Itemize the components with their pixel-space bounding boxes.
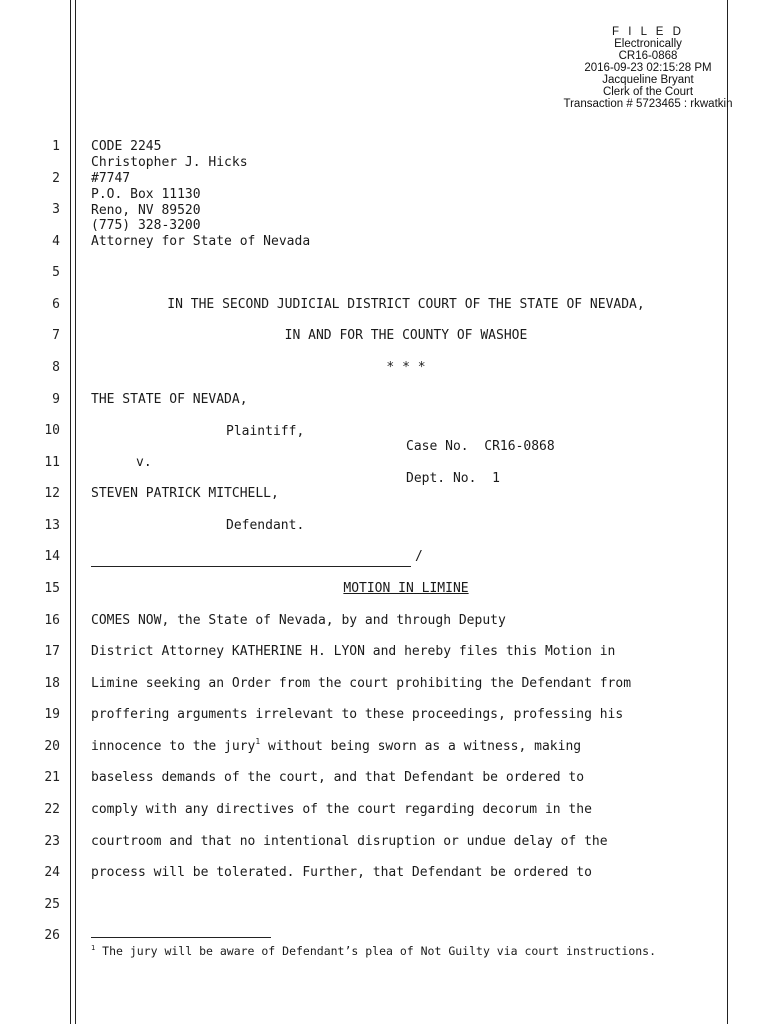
stamp-clerk-title: Clerk of the Court xyxy=(602,86,694,98)
city-line: Reno, NV 89520 xyxy=(91,203,201,218)
defendant-label: Defendant. xyxy=(226,518,305,533)
line-number: 19 xyxy=(44,707,60,722)
footnote-text: The jury will be aware of Defendant’s plea of Not Guilty via court instructions. xyxy=(95,944,657,958)
line-number: 18 xyxy=(44,676,60,691)
attorney-role: Attorney for State of Nevada xyxy=(91,234,311,249)
margin-rule-left-inner xyxy=(75,0,76,1024)
plaintiff-name: THE STATE OF NEVADA, xyxy=(91,392,248,407)
body-line-18: Limine seeking an Order from the court prohibiting the Defendant from xyxy=(91,676,632,691)
body-line-20 xyxy=(91,739,721,754)
margin-rule-left-outer xyxy=(70,0,71,1024)
line-number: 2 xyxy=(52,171,60,186)
body-line-17: District Attorney KATHERINE H. LYON and hereby files this Motion in xyxy=(91,644,616,659)
line-number: 3 xyxy=(52,202,60,217)
body-line-19: proffering arguments irrelevant to these proceedings, professing his xyxy=(91,707,624,722)
versus: v. xyxy=(136,455,152,470)
body-line-20-end: without being sworn as a witness, making xyxy=(260,739,582,754)
line-number: 5 xyxy=(52,265,60,280)
footnote xyxy=(91,944,656,958)
line-number: 13 xyxy=(44,518,60,533)
attorney-name: Christopher J. Hicks xyxy=(91,155,248,170)
line-number: 26 xyxy=(44,928,60,943)
line-number: 15 xyxy=(44,581,60,596)
defendant-name: STEVEN PATRICK MITCHELL, xyxy=(91,486,279,501)
line-number: 8 xyxy=(52,360,60,375)
line-number: 22 xyxy=(44,802,60,817)
footnote-rule xyxy=(91,937,271,938)
caption-slash: / xyxy=(415,549,423,564)
body-line-22: comply with any directives of the court regarding decorum in the xyxy=(91,802,592,817)
stamp-filed: F I L E D xyxy=(612,26,684,38)
body-line-20-start: innocence to the jury xyxy=(91,739,256,754)
court-county: IN AND FOR THE COUNTY OF WASHOE xyxy=(284,328,528,343)
line-number: 17 xyxy=(44,644,60,659)
body-line-16: COMES NOW, the State of Nevada, by and through Deputy xyxy=(91,613,506,628)
stamp-datetime: 2016-09-23 02:15:28 PM xyxy=(584,62,712,74)
line-number: 20 xyxy=(44,739,60,754)
footnote-reference: 1 xyxy=(255,737,261,746)
body-line-23: courtroom and that no intentional disruption or undue delay of the xyxy=(91,834,608,849)
po-box: P.O. Box 11130 xyxy=(91,187,201,202)
line-number: 7 xyxy=(52,328,60,343)
footnote-mark: 1 xyxy=(91,944,96,952)
line-number: 6 xyxy=(52,297,60,312)
line-number: 9 xyxy=(52,392,60,407)
motion-title: MOTION IN LIMINE xyxy=(343,581,469,596)
code-line: CODE 2245 xyxy=(91,139,162,154)
section-stars: * * * xyxy=(386,360,426,375)
caption-underline xyxy=(91,566,411,567)
line-number: 21 xyxy=(44,770,60,785)
body-line-21: baseless demands of the court, and that Defendant be ordered to xyxy=(91,770,585,785)
line-number: 14 xyxy=(44,549,60,564)
line-number: 25 xyxy=(44,897,60,912)
bar-number: #7747 xyxy=(91,171,131,186)
case-number: Case No. CR16-0868 xyxy=(406,439,555,454)
stamp-case: CR16-0868 xyxy=(618,50,678,62)
body-line-24: process will be tolerated. Further, that Defendant be ordered to xyxy=(91,865,592,880)
stamp-clerk-name: Jacqueline Bryant xyxy=(602,74,694,86)
line-number: 16 xyxy=(44,613,60,628)
line-number: 12 xyxy=(44,486,60,501)
line-number: 10 xyxy=(44,423,60,438)
filing-stamp xyxy=(548,26,748,110)
stamp-transaction: Transaction # 5723465 : rkwatkin xyxy=(563,98,733,110)
line-number: 11 xyxy=(44,455,60,470)
court-name: IN THE SECOND JUDICIAL DISTRICT COURT OF THE STATE OF NEVADA, xyxy=(167,297,645,312)
margin-rule-right xyxy=(727,0,728,1024)
line-number: 23 xyxy=(44,834,60,849)
dept-number: Dept. No. 1 xyxy=(406,471,500,486)
phone-line: (775) 328-3200 xyxy=(91,218,201,233)
line-number: 24 xyxy=(44,865,60,880)
stamp-method: Electronically xyxy=(614,38,682,50)
plaintiff-label: Plaintiff, xyxy=(226,424,305,439)
line-number: 4 xyxy=(52,234,60,249)
line-number: 1 xyxy=(52,139,60,154)
